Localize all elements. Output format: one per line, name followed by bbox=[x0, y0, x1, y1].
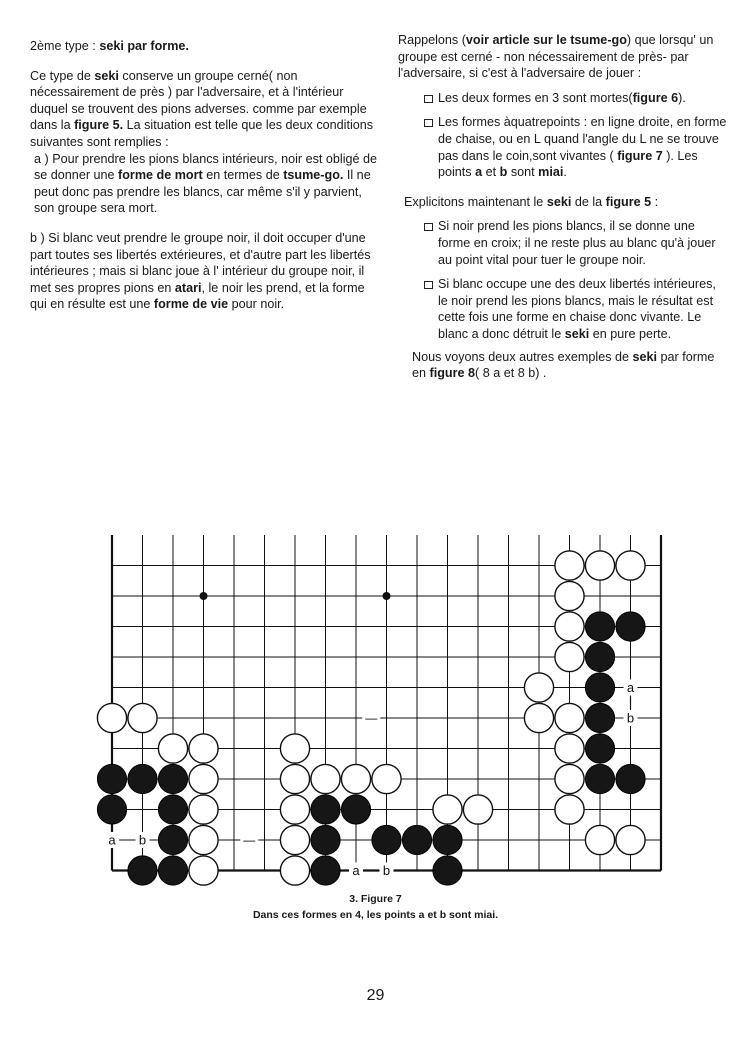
white-stone bbox=[311, 764, 340, 793]
text-run: : bbox=[651, 194, 659, 209]
go-board bbox=[95, 532, 675, 892]
point-label-dash: — bbox=[365, 711, 378, 725]
black-stone bbox=[128, 856, 157, 885]
point-label-a: a bbox=[352, 863, 360, 878]
paragraph-explicitons bbox=[398, 194, 728, 211]
paragraph-figure-8 bbox=[398, 349, 728, 382]
text-run: Si noir prend les pions blancs, il se donne une forme en croix; il ne reste plus au blanc qu'à jouer au point vital pour tuer le groupe noir. bbox=[438, 219, 716, 267]
white-stone bbox=[585, 551, 614, 580]
text-run: b ) Si blanc veut prendre le groupe noir, il doit occuper d'une part toutes ses libertés extérieures, et d'autre part les libertés intérieures ; mais si blanc joue à l' intérieur du groupe noir, il met ses propres pions en bbox=[30, 230, 371, 295]
go-board-figure bbox=[95, 532, 675, 892]
white-stone bbox=[555, 551, 584, 580]
black-stone bbox=[158, 856, 187, 885]
text-run: Explicitons maintenant le bbox=[404, 194, 547, 209]
text-run: en pure perte. bbox=[589, 326, 672, 341]
white-stone bbox=[97, 703, 126, 732]
white-stone bbox=[524, 673, 553, 702]
bold-term: figure 6 bbox=[632, 90, 679, 105]
black-stone bbox=[616, 764, 645, 793]
white-stone bbox=[189, 856, 218, 885]
figure-caption: Dans ces formes en 4, les points a et b sont miai. bbox=[252, 909, 499, 921]
checkbox-bullet-icon bbox=[424, 95, 433, 103]
white-stone bbox=[555, 734, 584, 763]
text-run: ( 8 a et 8 b) . bbox=[475, 366, 547, 381]
text-run: conserve un groupe cerné( non nécessairement de près ) par l'adversaire, et à l'intérieur duquel se trouvent des pions adverses. comme par exemple dans la bbox=[30, 68, 367, 133]
bold-term: figure 8 bbox=[429, 366, 476, 381]
black-stone bbox=[311, 856, 340, 885]
white-stone bbox=[616, 825, 645, 854]
bold-term: voir article sur le tsume-go bbox=[465, 33, 627, 47]
bold-term: b bbox=[499, 165, 508, 180]
bold-term: a bbox=[475, 165, 483, 180]
text-run: , le noir les prend, et la forme qui en résulte est une bbox=[30, 280, 365, 312]
white-stone bbox=[280, 764, 309, 793]
text-run: Si blanc occupe une des deux libertés intérieures, le noir prend les pions blancs, mais le résultat est cette fois une forme en chaise donc vivante. Le blanc a donc détruit le bbox=[438, 277, 716, 341]
text-run: pour noir. bbox=[228, 297, 285, 312]
checkbox-bullet-icon bbox=[424, 223, 433, 231]
white-stone bbox=[280, 734, 309, 763]
paragraph-rappel bbox=[398, 32, 728, 82]
bold-term: figure 7 bbox=[617, 148, 663, 163]
black-stone bbox=[433, 856, 462, 885]
checkbox-bullet-icon bbox=[424, 119, 433, 127]
figure-caption-title: 3. Figure 7 bbox=[349, 893, 402, 905]
point-label-b: b bbox=[382, 863, 391, 878]
text-run: . bbox=[563, 165, 567, 180]
text-run: Ce type de bbox=[30, 68, 95, 83]
black-stone bbox=[341, 795, 370, 824]
bold-term: figure 5 bbox=[605, 194, 652, 209]
black-stone bbox=[585, 673, 614, 702]
white-stone bbox=[585, 825, 614, 854]
text-run: sont bbox=[507, 165, 539, 180]
text-run: Rappelons ( bbox=[398, 33, 466, 47]
text-run: Il ne peut donc pas prendre les blancs, car même s'il y parvient, son groupe sera mort. bbox=[34, 168, 371, 216]
white-stone bbox=[189, 795, 218, 824]
text-run: par forme en bbox=[412, 349, 715, 381]
white-stone bbox=[524, 703, 553, 732]
white-stone bbox=[372, 764, 401, 793]
point-label-b: b bbox=[138, 832, 147, 848]
black-stone bbox=[402, 825, 431, 854]
bold-term: seki bbox=[632, 349, 658, 364]
text-run: a ) Pour prendre les pions blancs intérieurs, noir est obligé de se donner une bbox=[34, 151, 378, 183]
text-run: Les deux formes en 3 sont mortes( bbox=[438, 90, 633, 105]
bold-term: forme de mort bbox=[118, 168, 203, 183]
white-stone bbox=[189, 734, 218, 763]
text-run: de la bbox=[571, 194, 606, 209]
text-run: et bbox=[482, 165, 500, 180]
bold-term: atari bbox=[174, 280, 202, 295]
black-stone bbox=[616, 612, 645, 641]
black-stone bbox=[311, 825, 340, 854]
black-stone bbox=[585, 642, 614, 671]
black-stone bbox=[433, 825, 462, 854]
black-stone bbox=[585, 764, 614, 793]
black-stone bbox=[97, 764, 126, 793]
bold-term: seki bbox=[564, 326, 590, 341]
black-stone bbox=[311, 795, 340, 824]
black-stone bbox=[585, 734, 614, 763]
point-label-a: a bbox=[626, 680, 635, 695]
bullet-dead-shapes bbox=[398, 90, 728, 107]
black-stone bbox=[158, 795, 187, 824]
point-label-dash: — bbox=[243, 833, 256, 847]
right-column bbox=[398, 32, 728, 382]
paragraph-condition-b bbox=[30, 230, 382, 313]
text-run: Nous voyons deux autres exemples de bbox=[412, 349, 633, 364]
text-run: ). bbox=[678, 90, 686, 105]
black-stone bbox=[158, 764, 187, 793]
hoshi-point bbox=[383, 592, 391, 600]
white-stone bbox=[189, 825, 218, 854]
text-run: Les formes àquatrepoints : en ligne droite, en forme de chaise, ou en L quand l'angle du L ne se trouve pas dans le coin,sont vivantes ( bbox=[438, 115, 727, 163]
black-stone bbox=[97, 795, 126, 824]
white-stone bbox=[341, 764, 370, 793]
bold-term: seki bbox=[546, 194, 572, 209]
bullet-black-takes bbox=[398, 218, 728, 268]
white-stone bbox=[280, 795, 309, 824]
white-stone bbox=[158, 734, 187, 763]
white-stone bbox=[280, 856, 309, 885]
text-run: ). Les points bbox=[438, 148, 698, 180]
hoshi-point bbox=[200, 592, 208, 600]
section-heading: 2ème type : seki par forme. bbox=[30, 39, 189, 53]
paragraph-condition-a bbox=[30, 151, 382, 217]
bold-term: forme de vie bbox=[153, 297, 229, 312]
bold-term: miai bbox=[538, 165, 564, 180]
black-stone bbox=[585, 703, 614, 732]
white-stone bbox=[555, 764, 584, 793]
paragraph-seki-definition bbox=[30, 68, 382, 151]
white-stone bbox=[555, 581, 584, 610]
black-stone bbox=[128, 764, 157, 793]
white-stone bbox=[555, 612, 584, 641]
white-stone bbox=[433, 795, 462, 824]
white-stone bbox=[463, 795, 492, 824]
black-stone bbox=[158, 825, 187, 854]
white-stone bbox=[128, 703, 157, 732]
bullet-four-point-shapes bbox=[398, 114, 728, 180]
bold-term: seki bbox=[94, 68, 119, 83]
bold-term: figure 5. bbox=[74, 118, 124, 133]
point-label-a: a bbox=[108, 832, 116, 848]
white-stone bbox=[280, 825, 309, 854]
white-stone bbox=[555, 795, 584, 824]
left-column bbox=[30, 38, 382, 313]
white-stone bbox=[555, 703, 584, 732]
white-stone bbox=[189, 764, 218, 793]
bullet-white-occupies bbox=[398, 276, 728, 342]
text-run: en termes de bbox=[202, 168, 284, 183]
white-stone bbox=[555, 642, 584, 671]
black-stone bbox=[585, 612, 614, 641]
bold-term: tsume-go. bbox=[283, 168, 344, 183]
text-run: ) que lorsqu' un groupe est cerné - non nécessairement de près- par l'adversaire, si c'est à l'adversaire de jouer : bbox=[398, 33, 714, 81]
checkbox-bullet-icon bbox=[424, 281, 433, 289]
page-number: 29 bbox=[366, 987, 385, 1004]
white-stone bbox=[616, 551, 645, 580]
point-label-b: b bbox=[626, 710, 635, 726]
text-run: La situation est telle que les deux conditions suivantes sont remplies : bbox=[30, 118, 374, 149]
black-stone bbox=[372, 825, 401, 854]
